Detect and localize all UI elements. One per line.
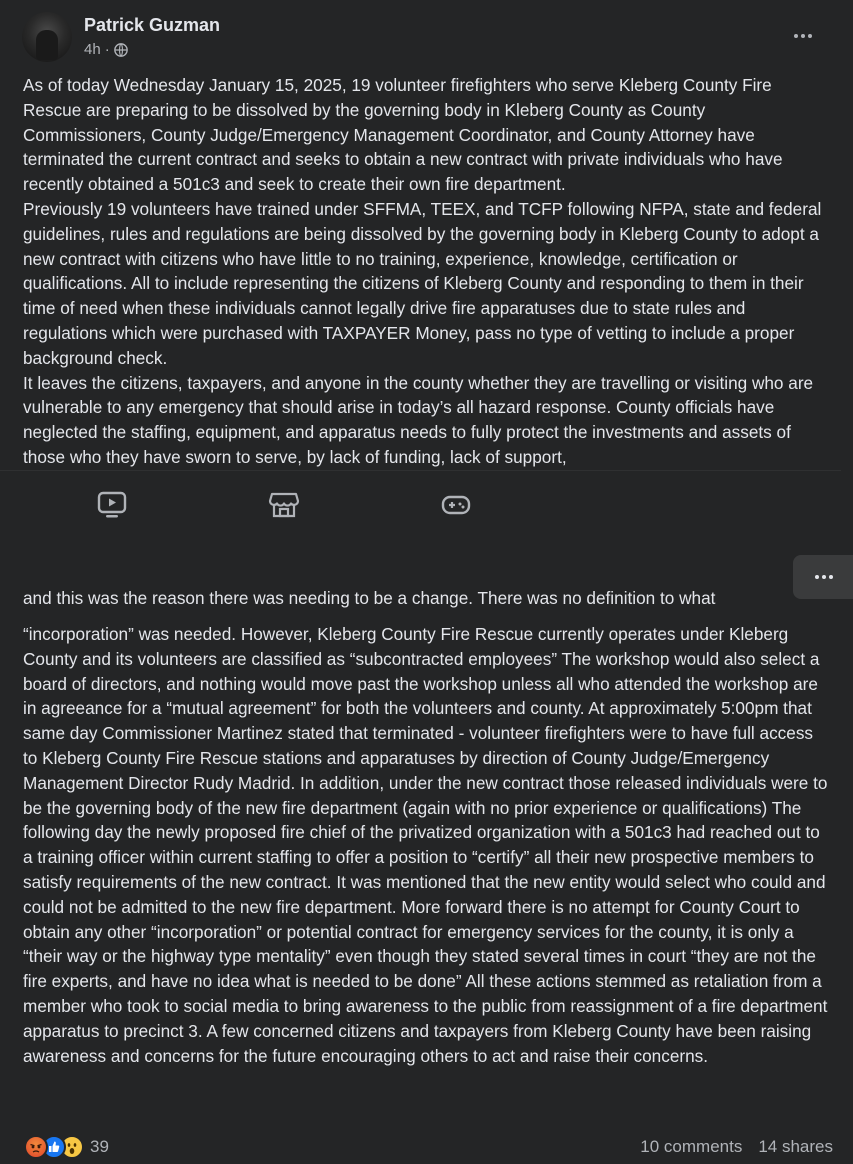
gaming-icon[interactable]: [441, 491, 471, 519]
reaction-count: 39: [90, 1137, 109, 1156]
avatar[interactable]: [22, 12, 72, 62]
engagement-counts: [640, 1137, 833, 1157]
more-icon: [794, 34, 812, 38]
shares-count-link[interactable]: 14 shares: [758, 1137, 833, 1156]
post-author-name[interactable]: Patrick Guzman: [84, 15, 221, 35]
meta-separator: ·: [104, 41, 110, 58]
post-footer: [0, 1129, 841, 1164]
globe-icon: [114, 43, 128, 57]
post-cut-line: and this was the reason there was needing to be a change. There was no definition to what: [23, 588, 716, 608]
post-paragraph: As of today Wednesday January 15, 2025, 19 volunteer firefighters who serve Kleberg County Fire Rescue are preparing to be dissolved by the governing body in Kleberg County as County Commissioners, County Judge/Emergency Management Coordinator, and County Attorney have terminated the current contract and seeks to obtain a new contract with private individuals who have recently obtained a 501c3 and seek to create their own fire department.: [23, 75, 783, 195]
post-paragraph: Previously 19 volunteers have trained under SFFMA, TEEX, and TCFP following NFPA, state and federal guidelines, rules and regulations are being dissolved by the governing body in Kleberg County to adopt a new contract with citizens who have little to no training, experience, knowledge, certification or qualifications. All to include representing the citizens of Kleberg County and responding to them in their time of need when these individuals cannot legally drive fire apparatuses due to state rules and regulations which were purchased with TAXPAYER Money, pass no type of vetting to include a proper background check.: [23, 198, 822, 368]
post-paragraph: “incorporation” was needed. However, Kleberg County Fire Rescue currently operates under Kleberg County and its volunteers are classified as “subcontracted employees” The workshop would also select a board of directors, and nothing would move past the workshop unless all who attended the workshop are in agreeance for a “mutual agreement” for both the volunteers and county. At approximately 5:00pm that same day Commissioner Martinez stated that terminated - volunteer firefighters were to have full access to Kleberg County Fire Rescue stations and apparatuses by direction of County Judge/Emergency Management Director Rudy Madrid. In addition, under the new contract those released individuals were to be the governing body of the new fire department (again with no prior experience or qualifications) The following day the newly proposed fire chief of the privatized organization with a 501c3 had reached out to a training officer within current staffing to offer a position to “certify” all their new prospective members to satisfy requirements of the new contract. It was mentioned that the new entity would select who could and could not be admitted to the new fire department. More forward there is no attempt for County Court to obtain any other “incorporation” or potential contract for emergency services for the county, it is only a “their way or the highway type mentality” even though they stated several times in court “they are not the fire experts, and have no idea what is needed to be done” All these actions stemmed as retaliation from a member who took to social media to bring awareness to the public from reassignment of a fire department apparatus to precinct 3. A few concerned citizens and taxpayers from Kleberg County have been raising awareness and concerns for the future encouraging others to act and raise their concerns.: [23, 624, 828, 1066]
post-paragraph: It leaves the citizens, taxpayers, and anyone in the county whether they are travelling or visiting who are vulnerable to any emergency that should arise in today’s all hazard response. County officials have neglected the staffing, equipment, and apparatus needs to fully protect the investments and assets of those who they have sworn to serve, by lack of funding, lack of support,: [23, 372, 814, 467]
post-options-button[interactable]: [785, 22, 821, 50]
bottom-tab-bar: [0, 470, 841, 540]
more-icon: [815, 575, 833, 579]
angry-reaction-icon: [24, 1135, 48, 1159]
post-meta: [84, 41, 128, 58]
comments-count-link[interactable]: 10 comments: [640, 1137, 743, 1156]
video-icon[interactable]: [97, 491, 127, 519]
post-header-section: [0, 0, 841, 470]
post-body: [23, 73, 831, 470]
post-timestamp[interactable]: 4h: [84, 41, 101, 58]
post-body-continued: [0, 588, 841, 1129]
marketplace-icon[interactable]: [269, 491, 299, 519]
reactions-summary[interactable]: [24, 1135, 109, 1159]
